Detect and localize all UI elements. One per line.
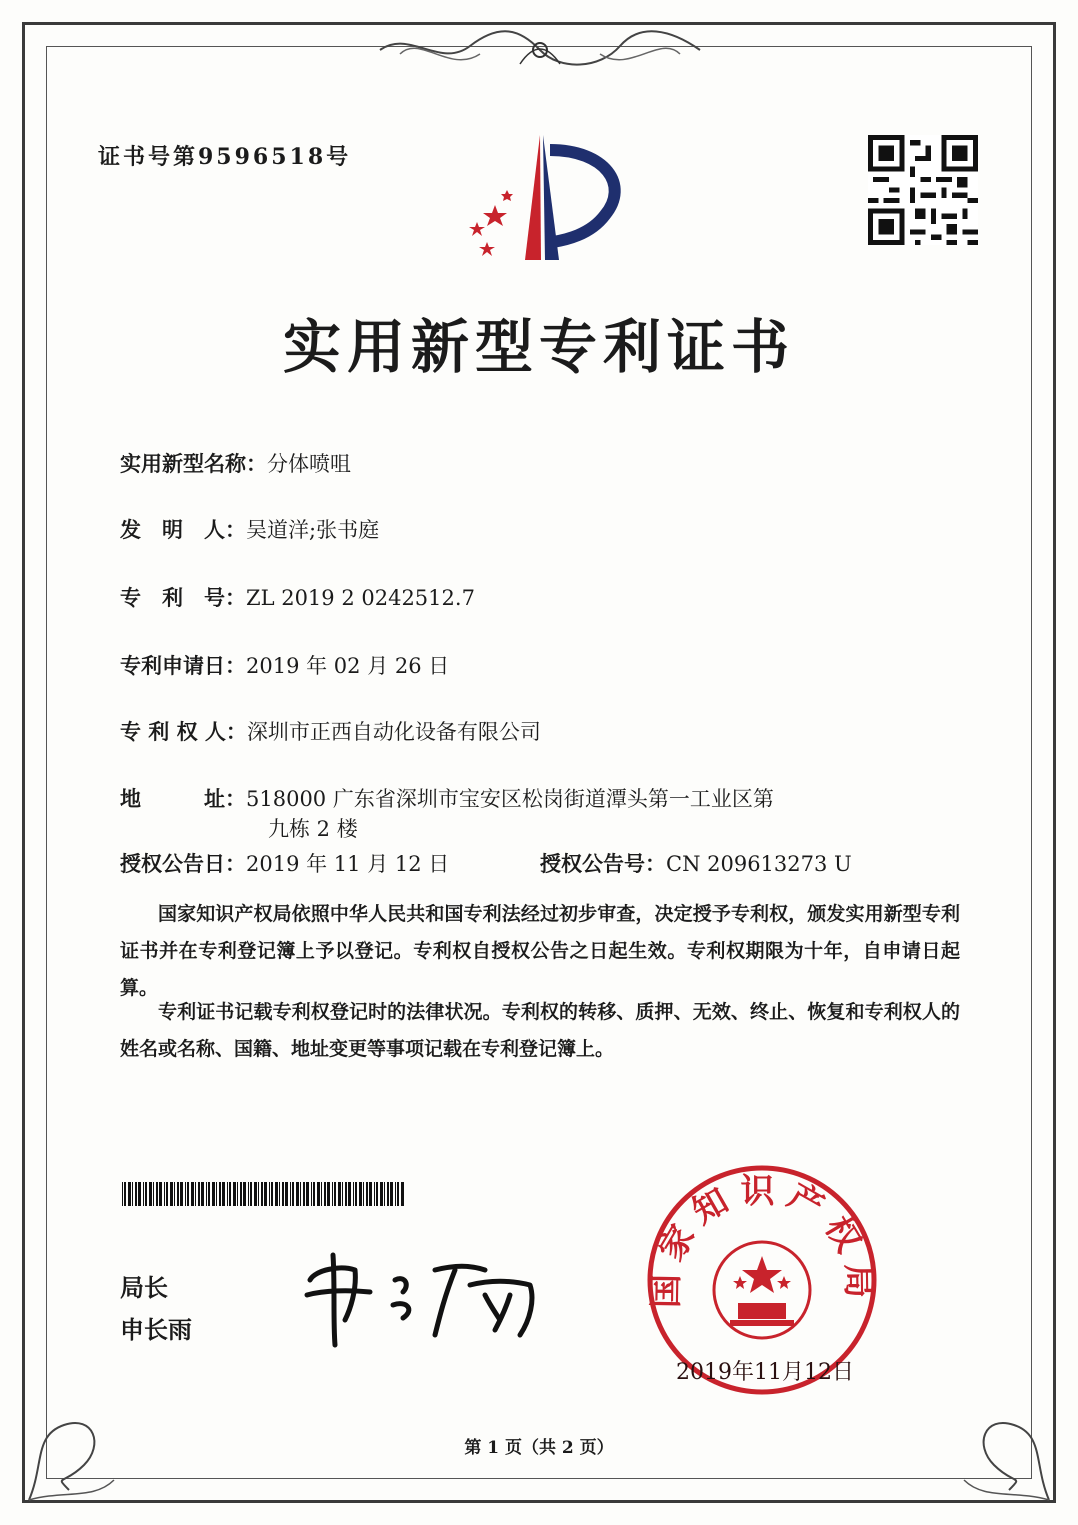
field-value: 2019 年 02 月 26 日 — [246, 654, 450, 678]
qr-code-icon — [868, 135, 978, 245]
svg-text:国家知识产权局 — [646, 1172, 879, 1309]
field-label: 地 址： — [120, 787, 246, 811]
field-grant-date — [120, 848, 449, 878]
field-inventor — [120, 514, 379, 544]
director-title: 局长 — [120, 1274, 168, 1302]
field-value: ZL 2019 2 0242512.7 — [246, 586, 475, 610]
field-label: 实用新型名称： — [120, 452, 267, 476]
field-label: 授权公告日： — [120, 852, 246, 876]
cnipa-logo-icon — [455, 130, 630, 270]
field-owner — [120, 716, 541, 746]
field-value: 吴道洋;张书庭 — [246, 518, 380, 542]
barcode-icon — [122, 1182, 407, 1206]
certificate-number: 证书号第9596518号 — [98, 144, 352, 170]
field-label: 发 明 人： — [120, 518, 246, 542]
page-footer: 第 1 页（共 2 页） — [464, 1438, 614, 1458]
field-label: 专 利 号： — [120, 586, 246, 610]
field-label: 专 利 权 人： — [120, 720, 247, 744]
director-signature — [295, 1240, 565, 1350]
field-grant-number — [540, 848, 852, 878]
director-name: 申长雨 — [120, 1316, 192, 1344]
field-value: 分体喷咀 — [267, 452, 351, 476]
field-value: 深圳市正西自动化设备有限公司 — [246, 720, 541, 744]
field-value: 518000 广东省深圳市宝安区松岗街道潭头第一工业区第 — [246, 787, 774, 811]
seal-text: 国家知识产权局 — [646, 1171, 879, 1309]
field-address — [120, 783, 774, 813]
field-name — [120, 448, 351, 478]
field-value: 九栋 2 楼 — [268, 817, 358, 841]
field-address-line2 — [268, 813, 358, 843]
certificate-title: 实用新型专利证书 — [282, 313, 795, 381]
top-ornament — [370, 24, 710, 76]
field-value: 2019 年 11 月 12 日 — [246, 852, 450, 876]
field-label: 专利申请日： — [120, 654, 246, 678]
field-label: 授权公告号： — [540, 852, 666, 876]
paragraph-legal-status: 专利证书记载专利权登记时的法律状况。专利权的转移、质押、无效、终止、恢复和专利权人的姓名或名称、国籍、地址变更等事项记载在专利登记簿上。 — [120, 1001, 960, 1060]
field-value: CN 209613273 U — [666, 852, 852, 876]
seal-date: 2019年11月12日 — [676, 1360, 854, 1385]
field-apply-date — [120, 650, 449, 680]
field-patent-number — [120, 582, 475, 612]
paragraph-grant: 国家知识产权局依照中华人民共和国专利法经过初步审查，决定授予专利权，颁发实用新型专利证书并在专利登记簿上予以登记。专利权自授权公告之日起生效。专利权期限为十年，自申请日起算。 — [120, 903, 960, 999]
